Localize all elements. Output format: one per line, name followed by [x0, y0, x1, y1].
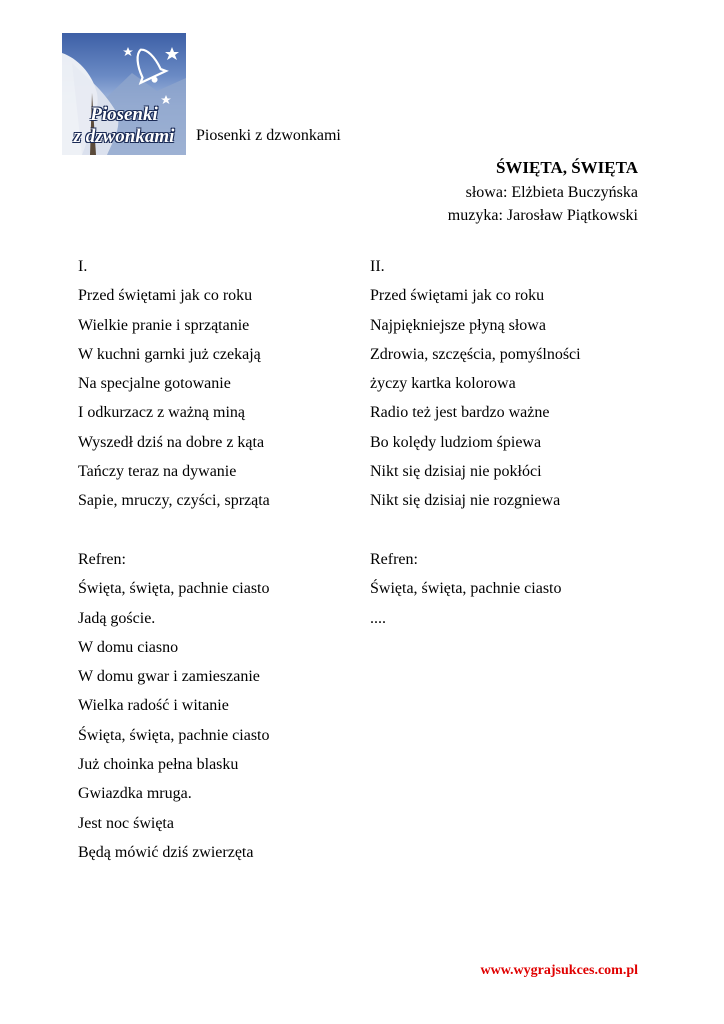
song-title: ŚWIĘTA, ŚWIĘTA: [495, 158, 638, 177]
lyric-line: Nikt się dzisiaj nie pokłóci: [370, 463, 542, 481]
verse-label: I.: [78, 258, 88, 275]
lyric-line: ....: [370, 609, 386, 627]
lyrics-credit: słowa: Elżbieta Buczyńska: [465, 184, 638, 201]
lyric-line: Już choinka pełna blasku: [78, 756, 239, 774]
lyric-line: Wyszedł dziś na dobre z kąta: [78, 433, 265, 451]
lyric-line: Bo kolędy ludziom śpiewa: [370, 433, 542, 451]
lyric-line: Będą mówić dziś zwierzęta: [78, 843, 254, 861]
stanza-gap: [78, 516, 270, 545]
verse-label: II.: [370, 258, 385, 275]
lyric-line: Jadą goście.: [78, 609, 156, 627]
lyric-line: I odkurzacz z ważną miną: [78, 404, 246, 422]
lyric-line: Zdrowia, szczęścia, pomyślności: [370, 345, 581, 363]
lyric-line: Tańczy teraz na dywanie: [78, 463, 237, 481]
music-credit: muzyka: Jarosław Piątkowski: [447, 207, 638, 224]
refrain-label: Refren:: [370, 550, 418, 568]
lyric-line: W domu gwar i zamieszanie: [78, 668, 260, 686]
lyric-line: W domu ciasno: [78, 638, 179, 656]
lyric-line: W kuchni garnki już czekają: [78, 345, 261, 363]
stanza-gap: [370, 516, 581, 545]
lyrics-column-left: [78, 252, 270, 867]
lyric-line: Na specjalne gotowanie: [78, 375, 231, 393]
lyric-line: Jest noc święta: [78, 814, 174, 832]
refrain-label: Refren:: [78, 550, 126, 568]
lyric-line: Święta, święta, pachnie ciasto: [78, 580, 270, 598]
lyric-line: Święta, święta, pachnie ciasto: [78, 726, 270, 744]
lyric-line: Radio też jest bardzo ważne: [370, 404, 550, 422]
lyric-line: Przed świętami jak co roku: [370, 287, 545, 305]
logo-text-line2: z dzwonkami: [73, 126, 175, 147]
lyric-line: Przed świętami jak co roku: [78, 287, 253, 305]
series-logo: [62, 33, 186, 155]
lyric-line: Najpiękniejsze płyną słowa: [370, 316, 546, 334]
lyric-line: życzy kartka kolorowa: [370, 375, 516, 393]
series-name: Piosenki z dzwonkami: [196, 127, 341, 144]
lyric-line: Gwiazdka mruga.: [78, 785, 192, 803]
lyric-line: Wielkie pranie i sprzątanie: [78, 316, 250, 334]
lyrics-column-right: [370, 252, 581, 633]
lyric-line: Nikt się dzisiaj nie rozgniewa: [370, 492, 561, 510]
lyric-line: Sapie, mruczy, czyści, sprząta: [78, 492, 270, 510]
lyric-line: Święta, święta, pachnie ciasto: [370, 580, 562, 598]
logo-text-line1: Piosenki: [90, 104, 158, 125]
footer-website[interactable]: www.wygrajsukces.com.pl: [480, 963, 638, 978]
lyric-line: Wielka radość i witanie: [78, 697, 229, 715]
